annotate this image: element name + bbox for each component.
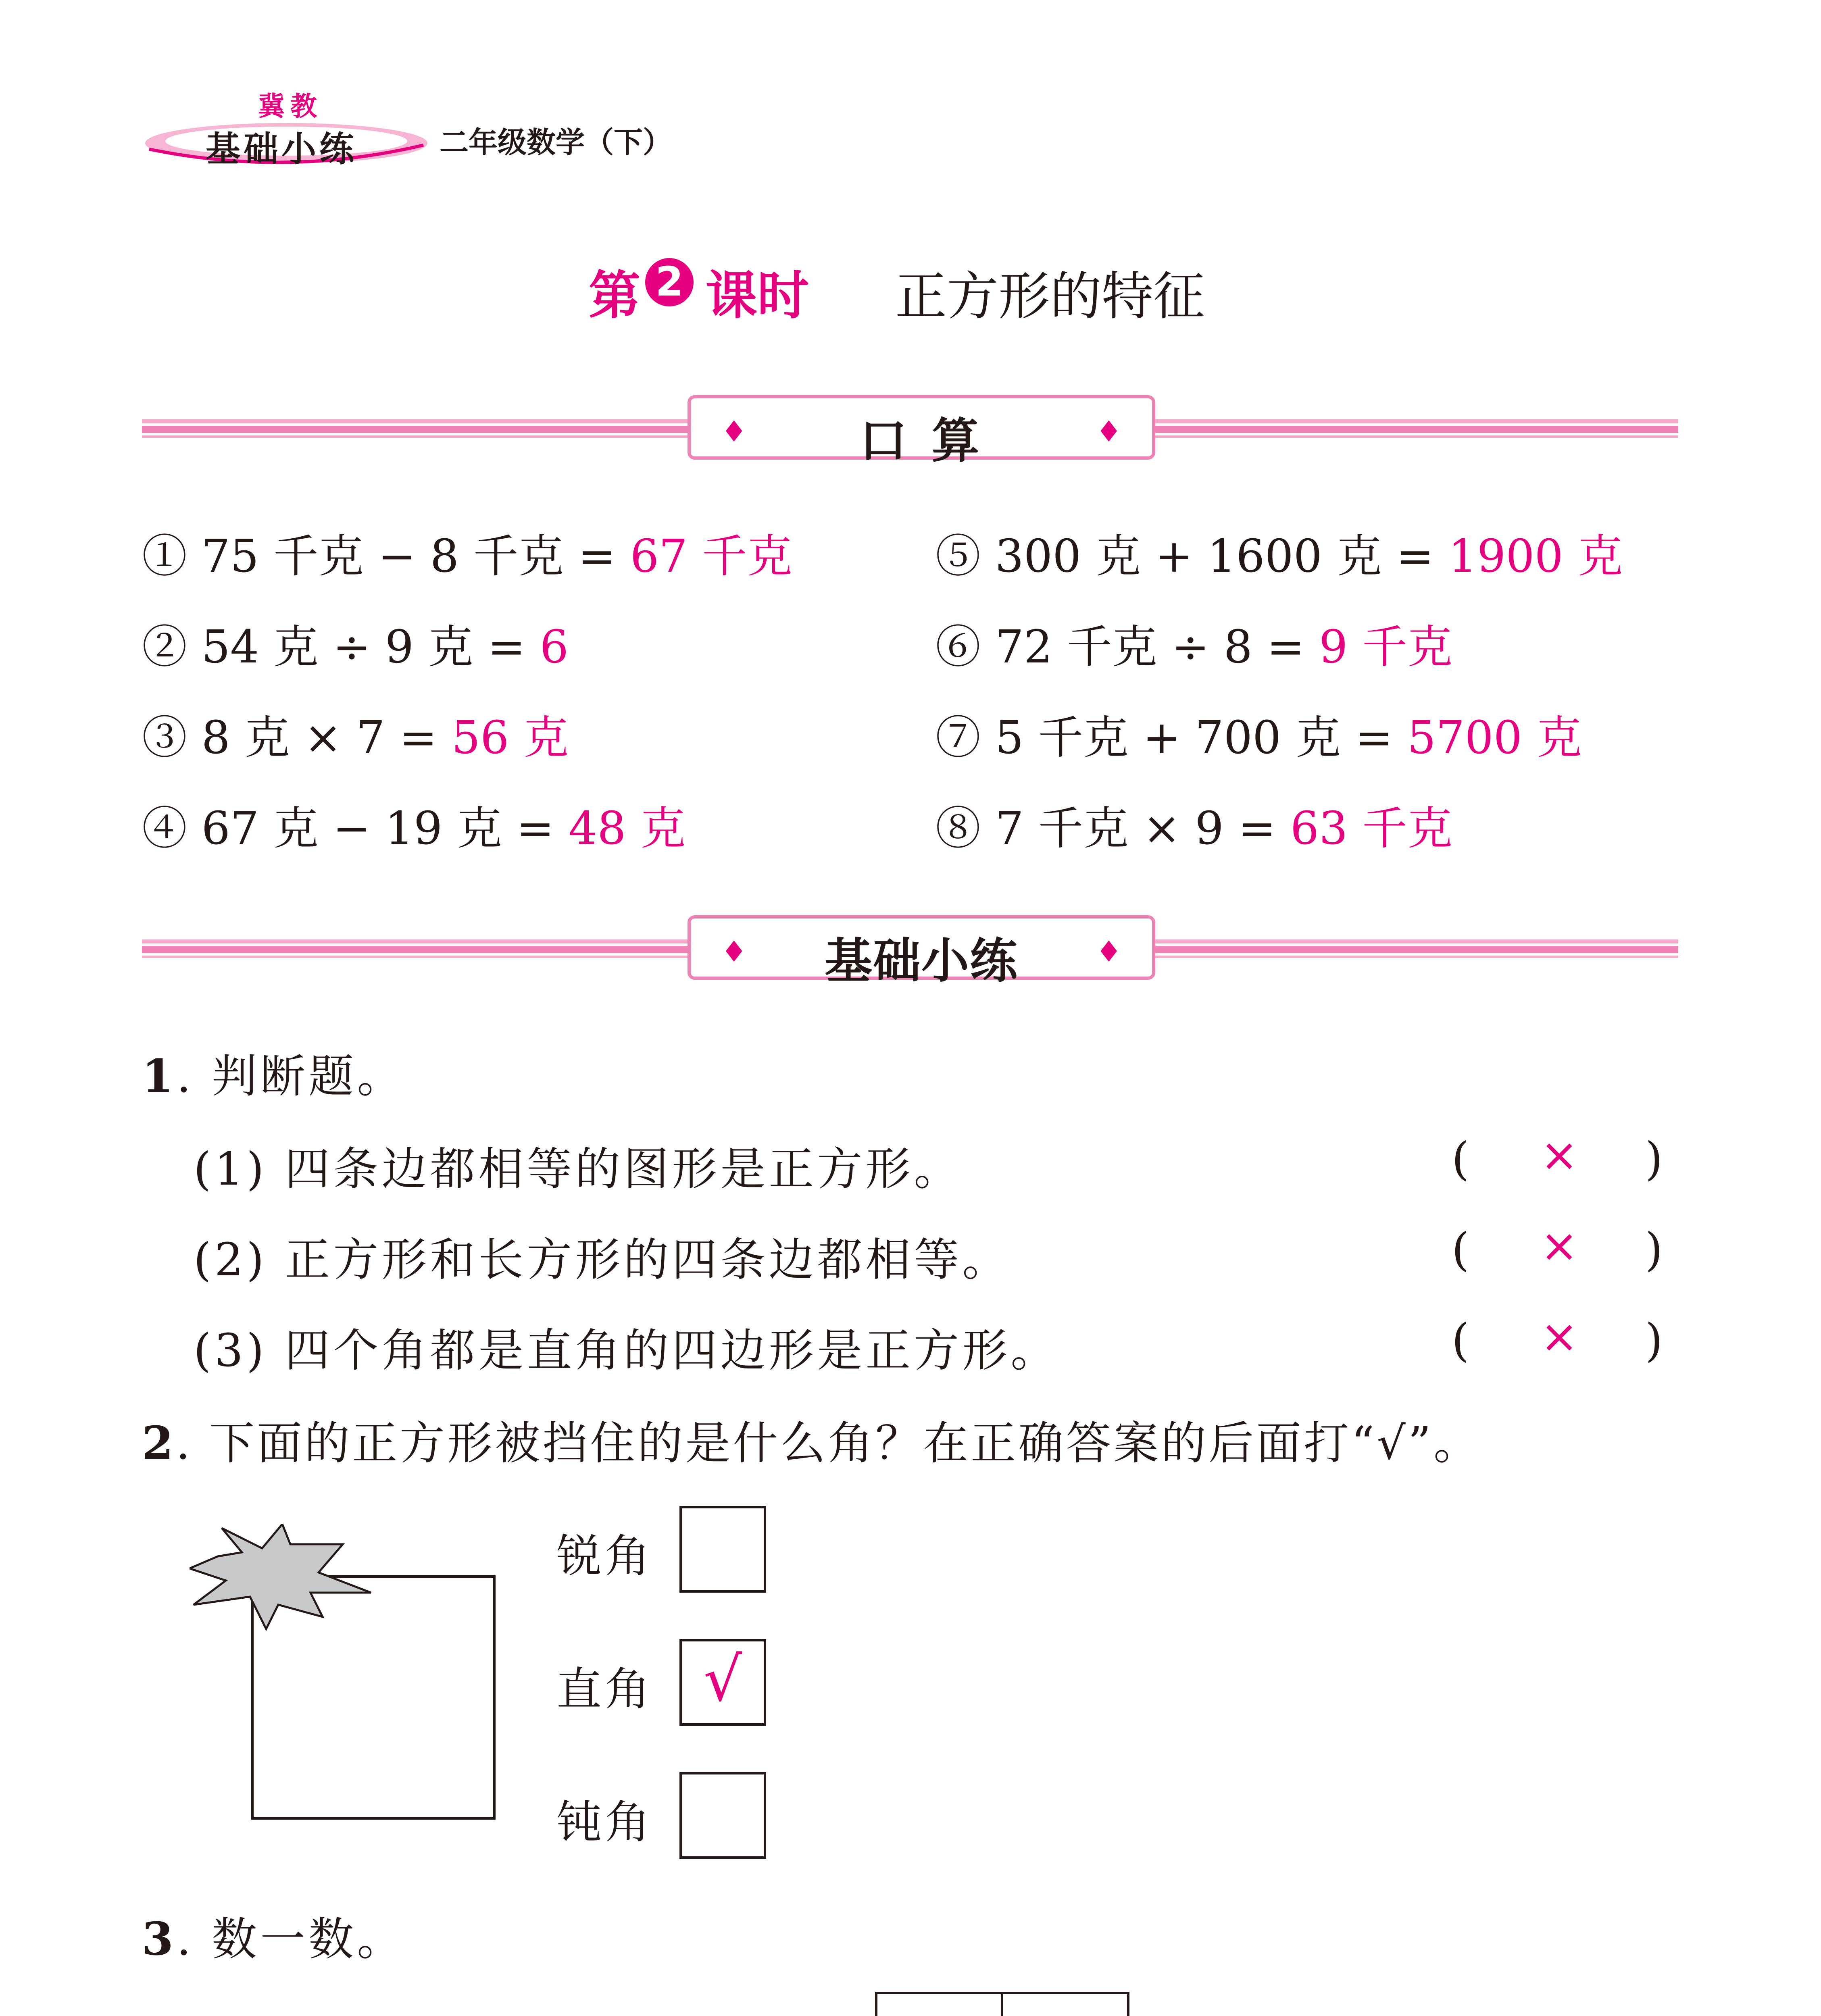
calc-answer: 9 千克 <box>1319 621 1452 673</box>
calc-expression: 7 千克 × 9 = <box>995 802 1276 855</box>
question-1-title <box>142 1040 405 1105</box>
answer-checkbox[interactable] <box>679 1506 766 1593</box>
calc-number: ② <box>142 621 187 673</box>
basic-section-banner <box>688 915 1155 989</box>
diamond-icon: ♦ <box>721 414 747 448</box>
calc-expression: 67 克 − 19 克 = <box>201 802 554 855</box>
angle-option-label: 钝角 <box>556 1796 653 1849</box>
angle-option-label: 锐角 <box>556 1530 653 1583</box>
header-logo <box>141 77 431 177</box>
judge-item: (1) 四条边都相等的图形是正方形。 <box>194 1143 963 1195</box>
judge-answer[interactable]: × <box>1540 1129 1578 1181</box>
calc-expression: 72 千克 ÷ 8 = <box>995 621 1305 673</box>
question-2-title <box>142 1407 1481 1472</box>
basic-section-title: 基础小练 <box>824 933 1018 989</box>
calc-number: ③ <box>142 712 187 764</box>
lesson-prefix: 第 <box>589 266 641 326</box>
calc-number: ④ <box>142 802 187 855</box>
question-number: 3 <box>142 1913 177 1966</box>
calc-expression: 5 千克 + 700 克 = <box>995 712 1393 764</box>
diamond-icon: ♦ <box>1096 935 1122 968</box>
question-text: . 下面的正方形被挡住的是什么角？在正确答案的后面打“√”。 <box>175 1417 1481 1470</box>
calc-item <box>142 611 569 676</box>
judge-open-paren: ( <box>1452 1133 1469 1185</box>
square-shape <box>252 1577 494 1818</box>
calc-expression: 75 千克 − 8 千克 = <box>201 530 616 583</box>
calc-expression: 300 克 + 1600 克 = <box>995 530 1434 583</box>
calc-expression: 54 克 ÷ 9 克 = <box>201 621 526 673</box>
answer-checkbox[interactable] <box>679 1639 766 1726</box>
judge-item: (2) 正方形和长方形的四条边都相等。 <box>194 1234 1011 1286</box>
question-text: . 判断题。 <box>176 1050 406 1103</box>
calc-item <box>142 520 792 585</box>
question-3-title <box>142 1903 405 1968</box>
judge-answer[interactable]: × <box>1540 1310 1578 1363</box>
oral-section-banner <box>688 395 1155 469</box>
lesson-number: 2 <box>655 258 683 305</box>
judge-close-paren: ) <box>1645 1133 1663 1185</box>
question-text: . 数一数。 <box>176 1913 406 1966</box>
judge-close-paren: ) <box>1645 1314 1663 1367</box>
publisher-label: 冀教 <box>258 91 323 122</box>
series-label: 基础小练 <box>206 129 357 169</box>
calc-answer: 1900 克 <box>1448 530 1623 583</box>
square-grid-figure <box>875 1992 1131 2016</box>
calc-item <box>142 702 569 766</box>
calc-answer: 67 千克 <box>630 530 792 583</box>
calc-answer: 48 克 <box>568 802 686 855</box>
angle-option-label: 直角 <box>556 1663 653 1716</box>
calc-answer: 56 克 <box>451 712 569 764</box>
grade-title: 二年级数学（下） <box>440 125 672 159</box>
calc-item <box>936 702 1582 766</box>
calc-answer: 5700 克 <box>1407 712 1582 764</box>
judge-open-paren: ( <box>1452 1314 1469 1367</box>
diamond-icon: ♦ <box>721 935 747 968</box>
calc-item <box>142 792 685 857</box>
judge-close-paren: ) <box>1645 1224 1663 1276</box>
lesson-suffix: 课时 <box>706 266 809 326</box>
question-number: 1 <box>142 1050 177 1103</box>
calc-item <box>936 520 1623 585</box>
judge-open-paren: ( <box>1452 1224 1469 1276</box>
lesson-title: 正方形的特征 <box>895 267 1205 327</box>
calc-number: ⑤ <box>936 530 981 583</box>
calc-answer: 63 千克 <box>1290 802 1452 855</box>
question-number: 2 <box>142 1417 176 1470</box>
lesson-heading <box>589 246 1274 327</box>
calc-expression: 8 克 × 7 = <box>201 712 438 764</box>
calc-answer: 6 <box>540 621 569 673</box>
judge-item: (3) 四个角都是直角的四边形是正方形。 <box>194 1325 1059 1377</box>
judge-answer[interactable]: × <box>1540 1220 1578 1272</box>
answer-checkbox[interactable] <box>679 1772 766 1859</box>
calc-number: ⑥ <box>936 621 981 673</box>
diamond-icon: ♦ <box>1096 414 1122 448</box>
oral-section-title: 口 算 <box>859 413 983 469</box>
calc-number: ⑦ <box>936 712 981 764</box>
calc-item <box>936 611 1452 676</box>
calc-item <box>936 792 1452 857</box>
calc-number: ⑧ <box>936 802 981 855</box>
calc-number: ① <box>142 530 187 583</box>
check-mark-icon: √ <box>703 1645 742 1715</box>
covered-square-figure <box>190 1524 504 1826</box>
